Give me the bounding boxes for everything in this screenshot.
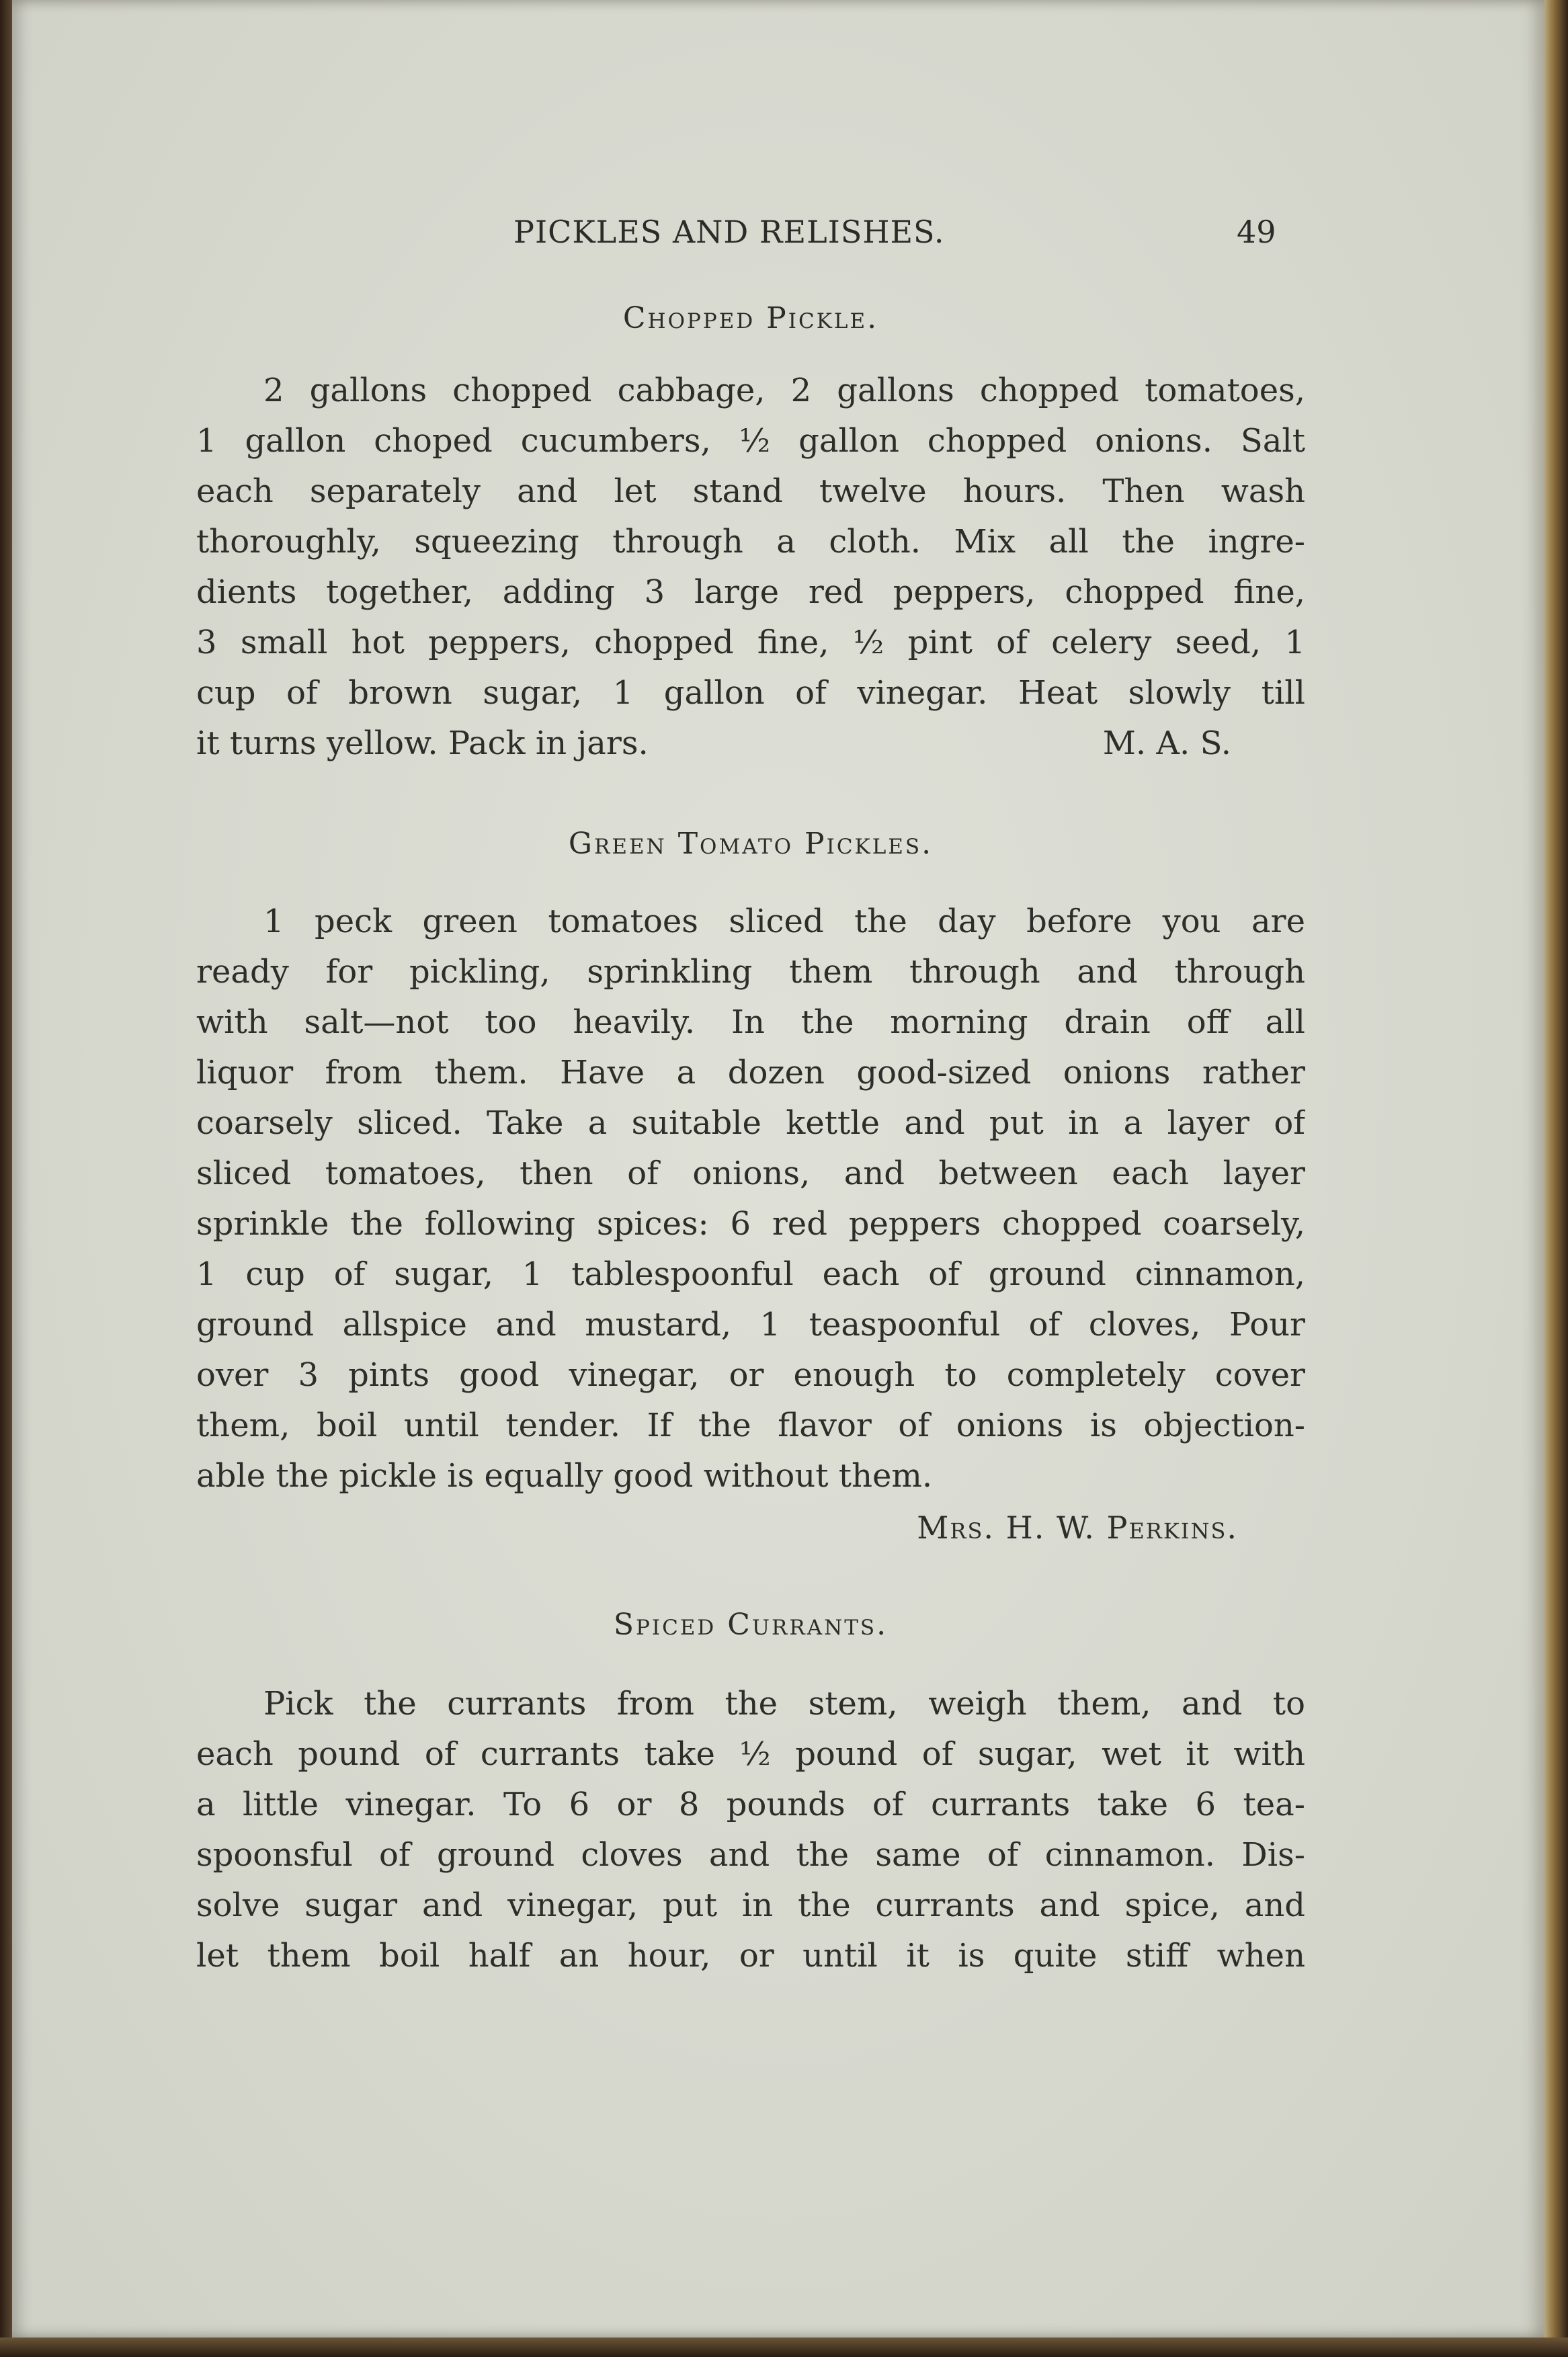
text-line: 2 gallons chopped cabbage, 2 gallons chopped tomatoes, bbox=[263, 372, 1305, 409]
recipe-body-spiced-currants bbox=[196, 1679, 1305, 1981]
text-line-with-signature bbox=[196, 718, 1305, 769]
signature-mrs-h-w-perkins: Mrs. H. W. Perkins. bbox=[917, 1510, 1238, 1546]
signature-m-a-s: M. A. S. bbox=[1102, 725, 1231, 762]
text-line: each separately and let stand twelve hours. Then wash bbox=[196, 472, 1305, 510]
text-line: solve sugar and vinegar, put in the currants and spice, and bbox=[196, 1887, 1305, 1924]
recipe-title-green-tomato-pickles: Green Tomato Pickles. bbox=[568, 827, 934, 861]
text-line: a little vinegar. To 6 or 8 pounds of currants take 6 tea- bbox=[196, 1786, 1305, 1823]
book-edge-right bbox=[1544, 0, 1568, 2357]
text-line: 1 cup of sugar, 1 tablespoonful each of ground cinnamon, bbox=[196, 1255, 1305, 1293]
text-line: 3 small hot peppers, chopped fine, ½ pint of celery seed, 1 bbox=[196, 624, 1305, 661]
book-edge-bottom bbox=[0, 2338, 1568, 2357]
text-line: let them boil half an hour, or until it is quite stiff when bbox=[196, 1937, 1305, 1975]
text-line: able the pickle is equally good without them. bbox=[196, 1457, 933, 1495]
text-line: it turns yellow. Pack in jars. bbox=[196, 725, 649, 762]
text-line: spoonsful of ground cloves and the same of cinnamon. Dis- bbox=[196, 1836, 1305, 1874]
text-line: 1 gallon choped cucumbers, ½ gallon chopped onions. Salt bbox=[196, 422, 1305, 460]
text-line: sliced tomatoes, then of onions, and between each layer bbox=[196, 1155, 1305, 1192]
text-line: ready for pickling, sprinkling them through and through bbox=[196, 953, 1305, 991]
text-line: with salt—not too heavily. In the morning drain off all bbox=[196, 1003, 1305, 1041]
text-line: cup of brown sugar, 1 gallon of vinegar. Heat slowly till bbox=[196, 674, 1305, 712]
text-line: over 3 pints good vinegar, or enough to completely cover bbox=[196, 1356, 1305, 1394]
recipe-body-green-tomato-pickles bbox=[196, 897, 1305, 1501]
text-line: Pick the currants from the stem, weigh them, and to bbox=[263, 1685, 1305, 1723]
text-line: 1 peck green tomatoes sliced the day before you are bbox=[263, 903, 1305, 940]
text-line: ground allspice and mustard, 1 teaspoonful of cloves, Pour bbox=[196, 1306, 1305, 1343]
page-number: 49 bbox=[1237, 214, 1276, 250]
recipe-body-chopped-pickle bbox=[196, 366, 1305, 769]
text-line: dients together, adding 3 large red peppers, chopped fine, bbox=[196, 573, 1305, 611]
recipe-title-chopped-pickle: Chopped Pickle. bbox=[622, 301, 879, 335]
recipe-title-spiced-currants: Spiced Currants. bbox=[613, 1608, 889, 1642]
text-line: them, boil until tender. If the flavor of onions is objection- bbox=[196, 1407, 1305, 1444]
text-line: sprinkle the following spices: 6 red peppers chopped coarsely, bbox=[196, 1205, 1305, 1243]
text-line: liquor from them. Have a dozen good-sized onions rather bbox=[196, 1054, 1305, 1091]
running-head: PICKLES AND RELISHES. bbox=[513, 214, 945, 250]
text-line: coarsely sliced. Take a suitable kettle and put in a layer of bbox=[196, 1104, 1305, 1142]
text-line: thoroughly, squeezing through a cloth. Mix all the ingre- bbox=[196, 523, 1305, 561]
book-binding-left bbox=[0, 0, 12, 2357]
text-line: each pound of currants take ½ pound of sugar, wet it with bbox=[196, 1735, 1305, 1773]
